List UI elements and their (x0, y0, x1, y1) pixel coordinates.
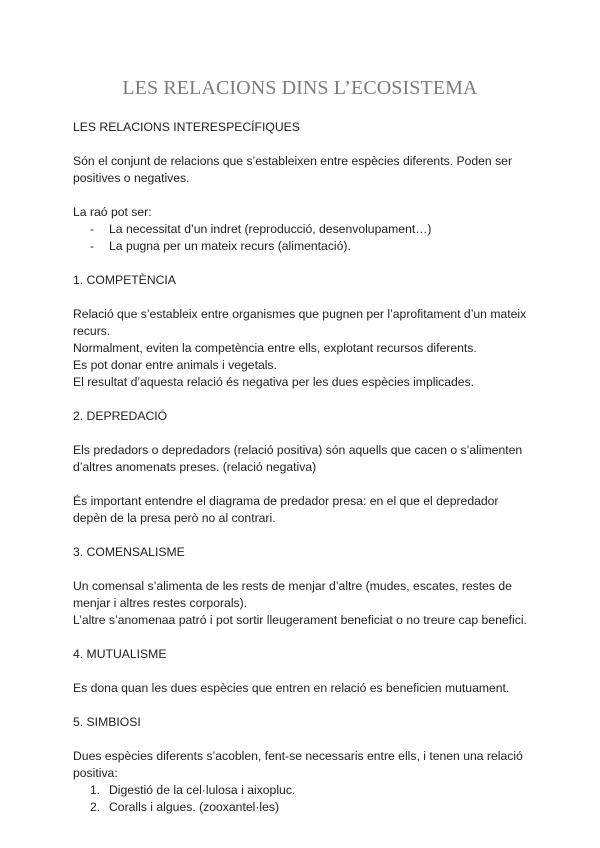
list-item (73, 799, 533, 816)
section-heading: 1. COMPETÈNCIA (73, 273, 176, 287)
paragraph-line: Relació que s’estableix entre organismes que pugnen per l’aprofitament d’un mateix (73, 307, 527, 321)
section-heading: 2. DEPREDACIÓ (73, 409, 168, 423)
document-body (73, 119, 533, 816)
paragraph-line: Dues espècies diferents s’acoblen, fent-se necessaris entre ells, i tenen una relació (73, 749, 523, 763)
intro-line: positives o negatives. (73, 171, 190, 185)
paragraph-line: Normalment, eviten la competència entre ells, explotant recursos diferents. (73, 341, 477, 355)
list-item (73, 238, 533, 255)
list-item (73, 782, 533, 799)
paragraph-line: Els predadors o depredadors (relació positiva) són aquells que cacen o s’alimenten (73, 443, 523, 457)
paragraph-line: Es dona quan les dues espècies que entren en relació es beneficien mutuament. (73, 681, 510, 695)
paragraph-line: Un comensal s’alimenta de les rests de menjar d’altre (mudes, escates, restes de (73, 579, 512, 593)
paragraph-line: Es pot donar entre animals i vegetals. (73, 358, 277, 372)
list-item-text: Digestió de la cel·lulosa i aixopluc. (109, 783, 296, 797)
section-heading: 4. MUTUALISME (73, 647, 167, 661)
document-title: LES RELACIONS DINS L’ECOSISTEMA (122, 77, 478, 99)
bullet-marker: - (90, 239, 95, 253)
paragraph-line: d’altres anomenats preses. (relació negativa) (73, 460, 317, 474)
paragraph-line: recurs. (73, 324, 111, 338)
number-marker: 1. (90, 783, 101, 797)
section-subtitle: LES RELACIONS INTERESPECÍFIQUES (73, 120, 300, 134)
list-item (73, 221, 533, 238)
paragraph-line: És important entendre el diagrama de predador presa: en el que el depredador (73, 494, 499, 508)
intro-line: Són el conjunt de relacions que s’estableixen entre espècies diferents. Poden ser (73, 154, 513, 168)
list-item-text: La pugna per un mateix recurs (alimentació). (109, 239, 351, 253)
number-marker: 2. (90, 800, 101, 814)
list-item-text: Coralls i algues. (zooxantel·les) (109, 800, 280, 814)
reason-label: La raó pot ser: (73, 205, 152, 219)
section-heading: 5. SIMBIOSI (73, 715, 141, 729)
section-heading: 3. COMENSALISME (73, 545, 185, 559)
paragraph-line: depèn de la presa però no al contrari. (73, 511, 276, 525)
paragraph-line: menjar i altres restes corporals). (73, 596, 248, 610)
paragraph-line: El resultat d’aquesta relació és negativa per les dues espècies implicades. (73, 375, 475, 389)
bullet-marker: - (90, 222, 95, 236)
list-item-text: La necessitat d’un indret (reproducció, desenvolupament…) (109, 222, 432, 236)
paragraph-line: L’altre s’anomenaa patró i pot sortir lleugerament beneficiat o no treure cap benefici. (73, 613, 527, 627)
paragraph-line: positiva: (73, 766, 118, 780)
